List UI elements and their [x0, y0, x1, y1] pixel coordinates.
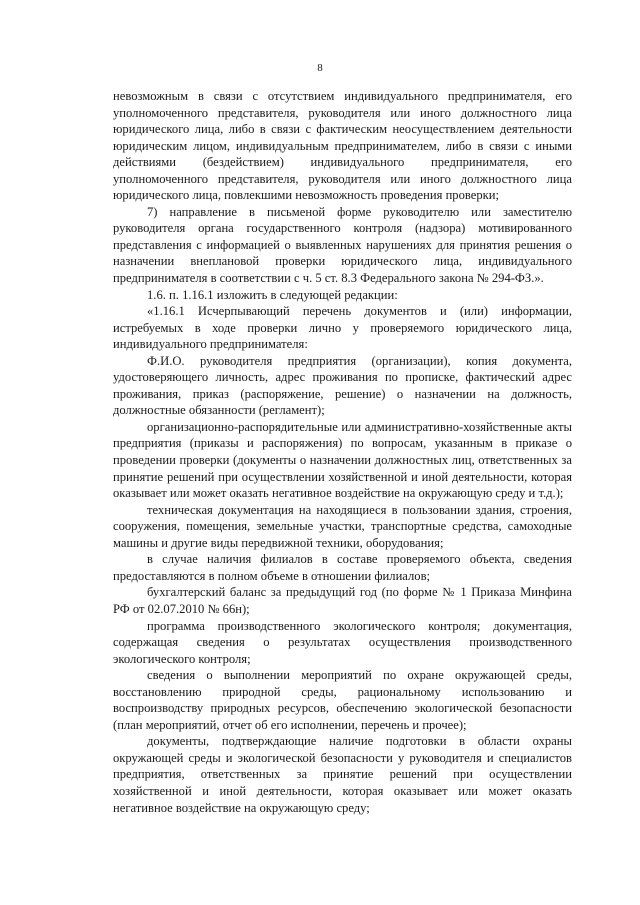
document-body: [113, 88, 572, 816]
paragraph: организационно-распорядительные или административно-хозяйственные акты предприятия (приказы и распоряжения) по вопросам, указанным в приказе о проведении проверки (документы о назначении должностных лиц, ответственных за принятие решений при осуществлении хозяйственной и иной деятельности, которая оказывает или может оказать негативное воздействие на окружающую среду и т.д.);: [113, 419, 572, 501]
paragraph: в случае наличия филиалов в составе проверяемого объекта, сведения предоставляются в полном объеме в отношении филиалов;: [113, 552, 572, 583]
paragraph: документы, подтверждающие наличие подготовки в области охраны окружающей среды и экологической безопасности у руководителя и специалистов предприятия, ответственных за принятие решений при осуществлении хозяйственной и иной деятельности, которая оказывает или может оказать негативное воздействие на окружающую среду;: [113, 734, 572, 815]
paragraph: «1.16.1 Исчерпывающий перечень документов и (или) информации, истребуемых в ходе проверки лично у проверяемого юридического лица, индивидуального предпринимателя:: [113, 304, 572, 352]
paragraph: Ф.И.О. руководителя предприятия (организации), копия документа, удостоверяющего личность, адрес проживания по прописке, фактический адрес проживания, приказ (распоряжение, решение) о назначении на должность, должностные обязанности (регламент);: [113, 353, 572, 418]
page-number: 8: [317, 62, 323, 74]
paragraph: сведения о выполнении мероприятий по охране окружающей среды, восстановлению природной среды, рациональному использованию и воспроизводству природных ресурсов, обеспечению экологической безопасности (план мероприятий, отчет об его исполнении, перечень и прочее);: [113, 668, 572, 732]
paragraph: 7) направление в письменой форме руководителю или заместителю руководителя органа государственного контроля (надзора) мотивированного представления с информацией о выявленных нарушениях для принятия решения о назначении внеплановой проверки юридического лица, индивидуального предпринимателя в соответствии с ч. 5 ст. 8.3 Федерального закона № 294-ФЗ.».: [113, 204, 572, 286]
paragraph: программа производственного экологического контроля; документация, содержащая сведения о результатах осуществления производственного экологического контроля;: [113, 618, 572, 666]
paragraph: техническая документация на находящиеся в пользовании здания, строения, сооружения, помещения, земельные участки, транспортные средства, самоходные машины и другие виды передвижной техники, оборудования;: [113, 502, 572, 550]
paragraph: 1.6. п. 1.16.1 изложить в следующей редакции:: [147, 287, 398, 302]
paragraph: бухгалтерский баланс за предыдущий год (по форме № 1 Приказа Минфина РФ от 02.07.2010 № 66н);: [113, 585, 572, 616]
paragraph: невозможным в связи с отсутствием индивидуального предпринимателя, его уполномоченного представителя, руководителя или иного должностного лица юридического лица, либо в связи с фактическим неосуществлением деятельности юридическим лицом, индивидуальным предпринимателем, либо в связи с иными действиями (бездействием) индивидуального предпринимателя, его уполномоченного представителя, руководителя или иного должностного лица юридического лица, повлекшими невозможность проведения проверки;: [113, 89, 572, 203]
